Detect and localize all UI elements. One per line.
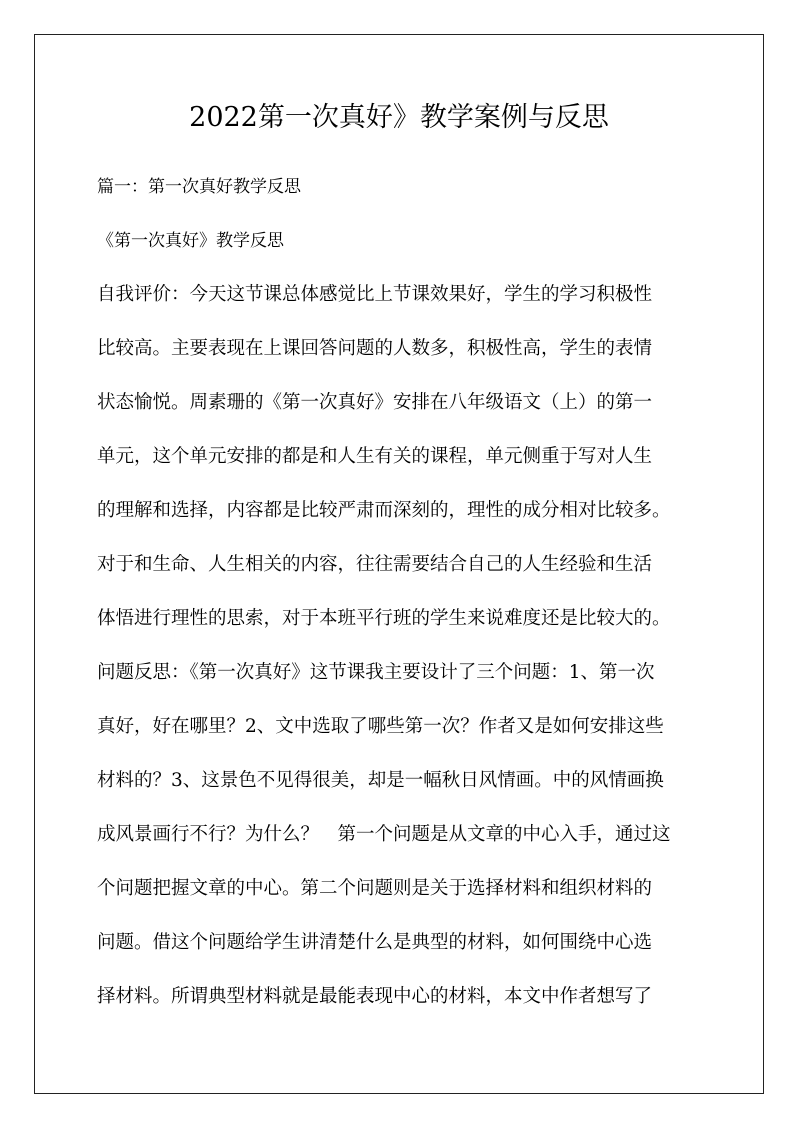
body-line-1: 自我评价：今天这节课总体感觉比上节课效果好，学生的学习积极性 — [97, 284, 653, 305]
body-line-12: 个问题把握文章的中心。第二个问题则是关于选择材料和组织材料的 — [97, 878, 653, 899]
body-line-10: 材料的？3、这景色不见得很美，却是一幅秋日风情画。中的风情画换 — [97, 770, 664, 791]
section-heading: 篇一：第一次真好教学反思 — [97, 177, 301, 197]
subsection-heading: 《第一次真好》教学反思 — [97, 231, 284, 251]
body-line-13: 问题。借这个问题给学生讲清楚什么是典型的材料，如何围绕中心选 — [97, 932, 653, 953]
body-line-14: 择材料。所谓典型材料就是最能表现中心的材料，本文中作者想写了 — [97, 986, 653, 1007]
document-title: 2022第一次真好》教学案例与反思 — [189, 102, 609, 133]
body-line-4: 单元，这个单元安排的都是和人生有关的课程，单元侧重于写对人生 — [97, 446, 653, 467]
body-line-5: 的理解和选择，内容都是比较严肃而深刻的，理性的成分相对比较多。 — [97, 500, 671, 521]
body-line-11: 成风景画行不行？为什么？ 第一个问题是从文章的中心入手，通过这 — [97, 824, 671, 845]
body-line-7: 体悟进行理性的思索，对于本班平行班的学生来说难度还是比较大的。 — [97, 608, 671, 629]
body-line-9: 真好，好在哪里？2、文中选取了哪些第一次？作者又是如何安排这些 — [97, 716, 664, 737]
body-line-2: 比较高。主要表现在上课回答问题的人数多，积极性高，学生的表情 — [97, 338, 653, 359]
body-line-6: 对于和生命、人生相关的内容，往往需要结合自己的人生经验和生活 — [97, 554, 653, 575]
body-line-8: 问题反思：《第一次真好》这节课我主要设计了三个问题：1、第一次 — [97, 662, 655, 683]
body-line-3: 状态愉悦。周素珊的《第一次真好》安排在八年级语文（上）的第一 — [97, 392, 653, 413]
